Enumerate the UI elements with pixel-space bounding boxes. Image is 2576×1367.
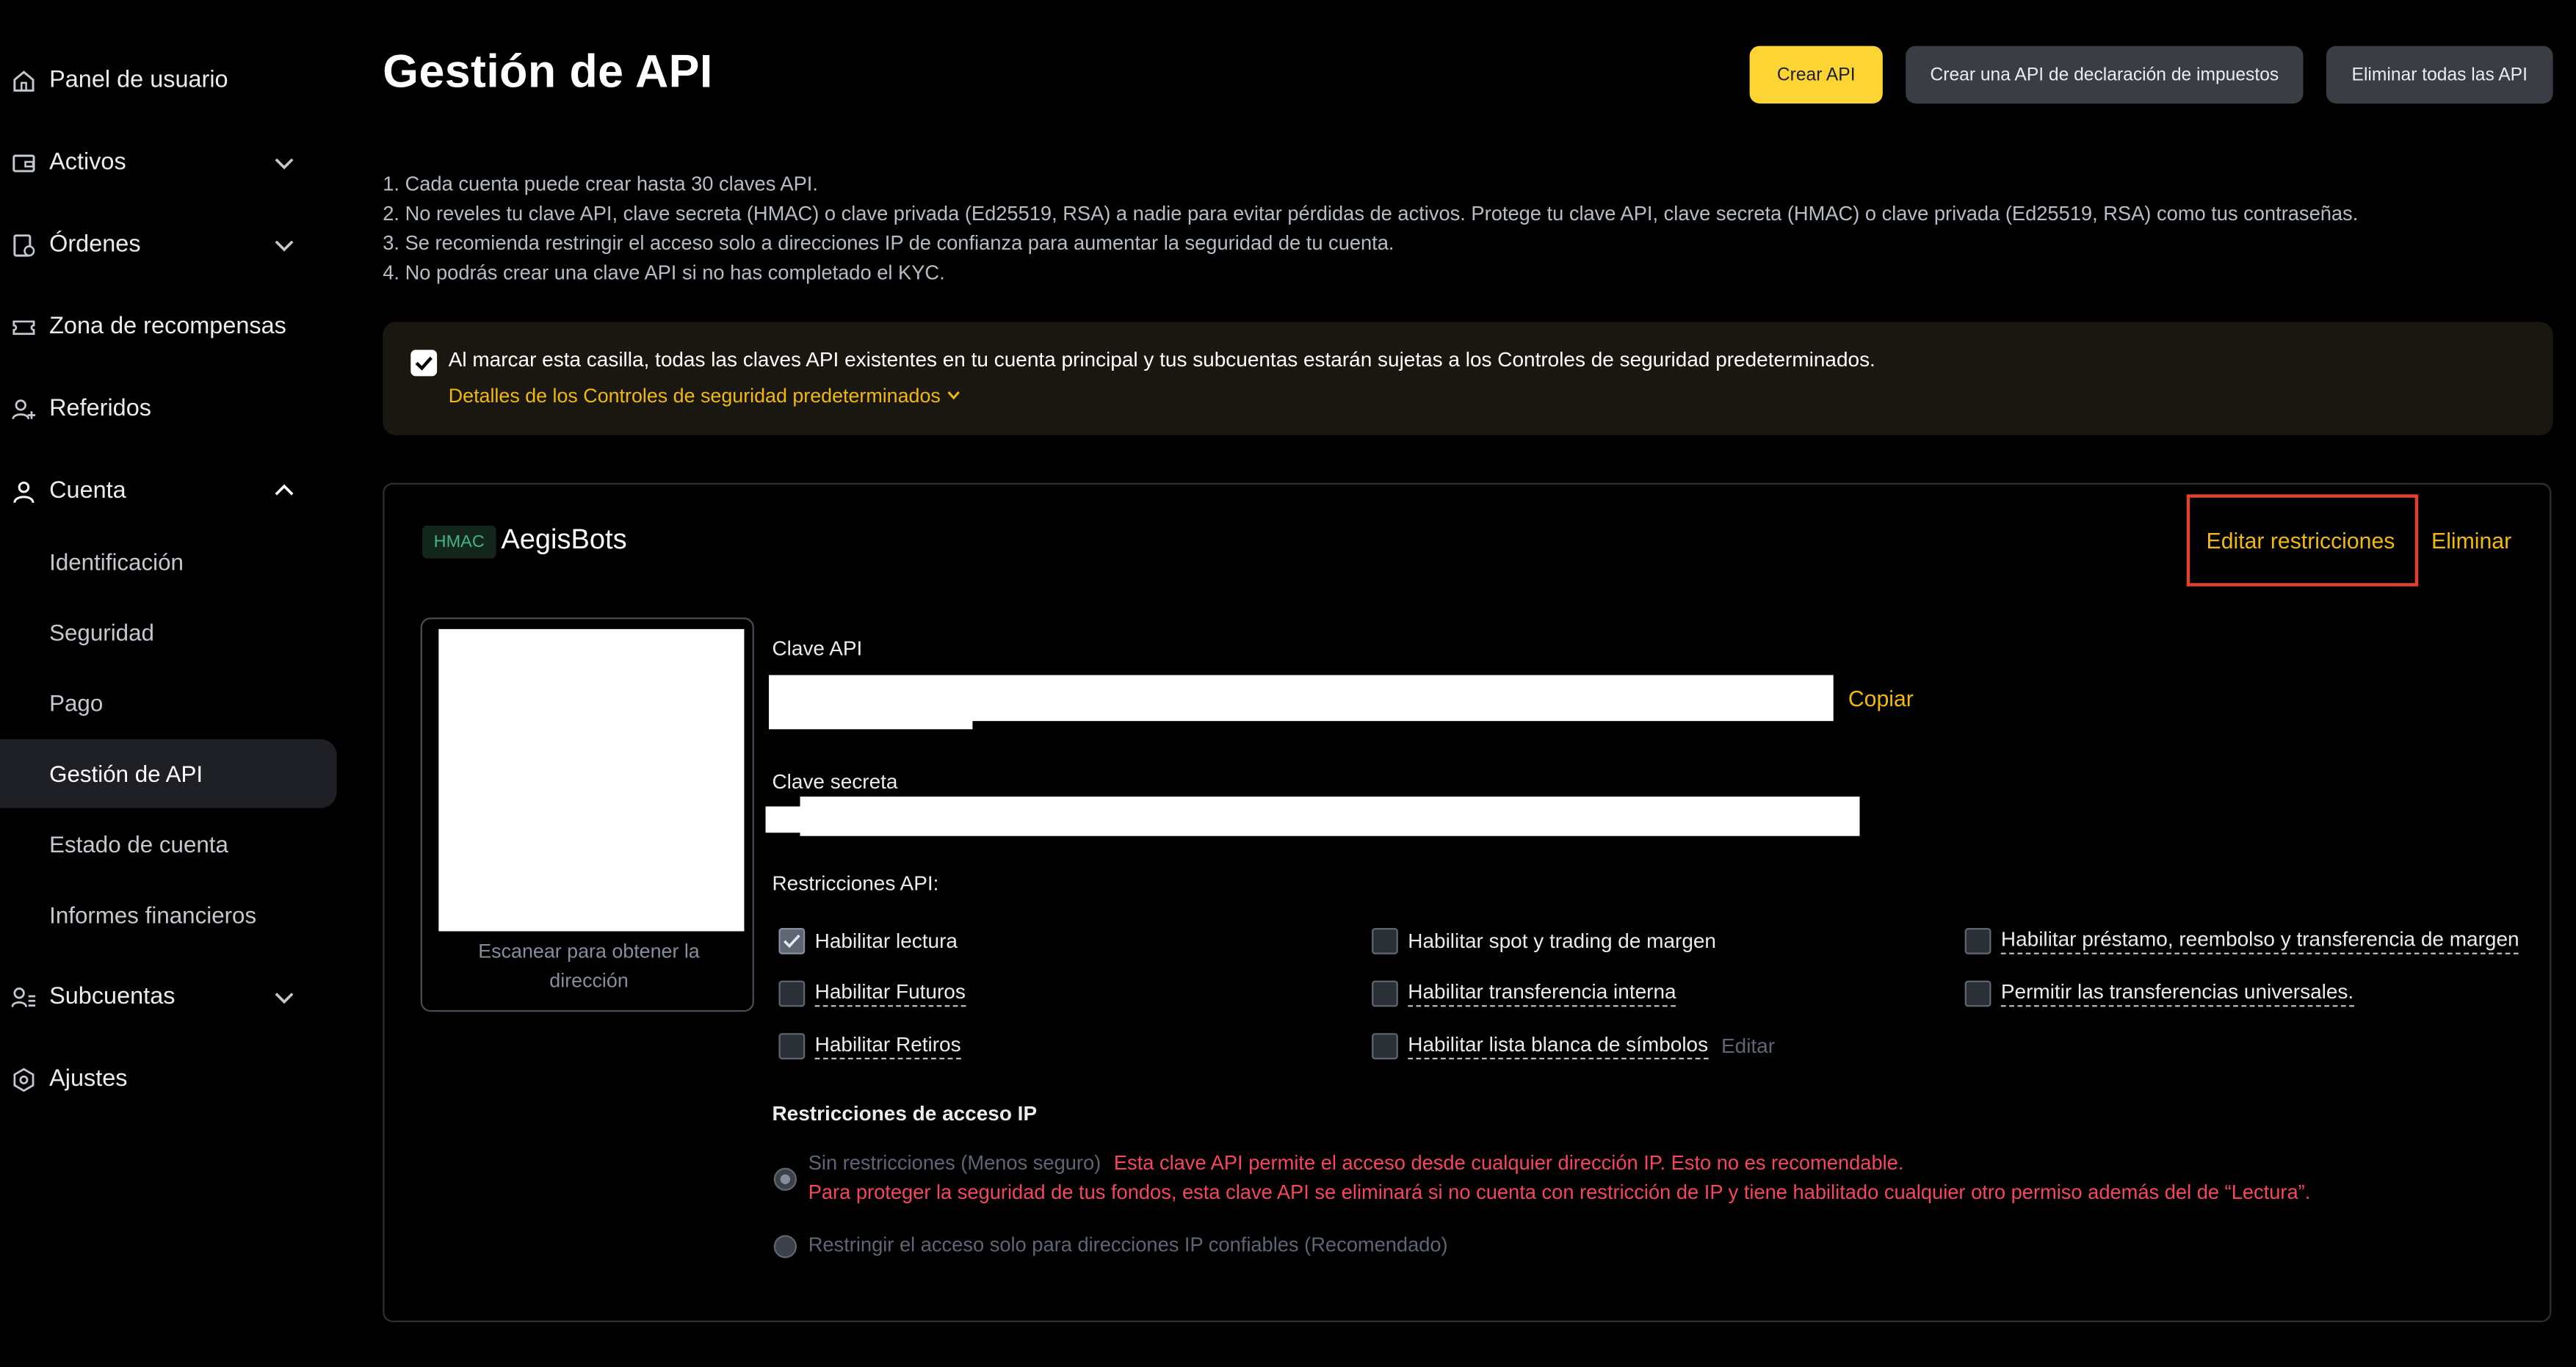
note-line: 3. Se recomienda restringir el acceso solo a direcciones IP de confianza para aumentar la seguridad de tu cuenta. xyxy=(383,231,1394,255)
radio-restrict-trusted-ip[interactable] xyxy=(774,1235,797,1258)
checkbox[interactable] xyxy=(1965,981,1991,1007)
sidebar-item-assets[interactable] xyxy=(0,148,337,177)
perm-enable-withdrawals[interactable] xyxy=(778,1033,960,1059)
api-restrictions-label: Restricciones API: xyxy=(772,871,939,896)
checkbox[interactable] xyxy=(778,1033,805,1059)
checkbox[interactable] xyxy=(1372,1033,1398,1059)
api-notes xyxy=(383,169,2358,287)
perm-label: Habilitar Retiros xyxy=(815,1033,961,1059)
wallet-icon xyxy=(10,150,36,176)
secret-key-label: Clave secreta xyxy=(772,770,898,794)
check-icon xyxy=(410,350,437,377)
user-icon xyxy=(10,478,36,504)
qr-code xyxy=(438,629,744,932)
secret-key-value-redacted xyxy=(800,797,1860,836)
api-key-value-redacted-tail xyxy=(769,714,972,729)
perm-label: Habilitar préstamo, reembolso y transferencia de margen xyxy=(2001,928,2519,954)
chevron-up-icon[interactable] xyxy=(272,479,295,502)
qr-caption-line: Escanear para obtener la xyxy=(478,939,700,962)
checkbox[interactable] xyxy=(1372,928,1398,954)
perm-label: Permitir las transferencias universales. xyxy=(2001,981,2354,1007)
sidebar-item-label: Referidos xyxy=(49,396,151,422)
ip-restrictions-label: Restricciones de acceso IP xyxy=(772,1102,1038,1125)
orders-icon xyxy=(10,231,36,258)
qr-code-panel xyxy=(421,617,754,1012)
sidebar-item-orders[interactable] xyxy=(0,230,337,259)
checkbox[interactable] xyxy=(778,928,805,954)
sidebar-subitem-label: Pago xyxy=(49,689,104,717)
note-line: 4. No podrás crear una clave API si no has completado el KYC. xyxy=(383,261,945,285)
sidebar-item-settings[interactable] xyxy=(0,1065,337,1094)
delete-all-api-button[interactable]: Eliminar todas las API xyxy=(2326,46,2553,104)
settings-icon xyxy=(10,1066,36,1092)
perm-label: Habilitar lectura xyxy=(814,929,958,952)
sidebar-item-label: Panel de usuario xyxy=(49,67,228,94)
sidebar-item-label: Órdenes xyxy=(49,231,141,258)
checkbox[interactable] xyxy=(778,981,805,1007)
page-title: Gestión de API xyxy=(383,46,713,97)
checkbox[interactable] xyxy=(1965,928,1991,954)
sidebar-item-account[interactable] xyxy=(0,476,337,506)
sidebar-subitem-label: Gestión de API xyxy=(49,760,203,787)
perm-symbol-whitelist[interactable] xyxy=(1372,1033,1775,1059)
check-icon xyxy=(781,929,803,952)
sidebar-subitem-label: Identificación xyxy=(49,548,184,576)
checkbox[interactable] xyxy=(1372,981,1398,1007)
chevron-down-icon[interactable] xyxy=(272,985,295,1008)
perm-spot-margin-trading[interactable] xyxy=(1372,928,1716,954)
sidebar-subitem-label: Informes financieros xyxy=(49,902,257,929)
sidebar-subitem-label: Seguridad xyxy=(49,619,154,646)
sidebar-item-referrals[interactable] xyxy=(0,394,337,424)
ip-warning-text: Esta clave API permite el acceso desde cualquier dirección IP. Esto no es recomendable. xyxy=(1113,1151,1904,1175)
default-security-notice xyxy=(383,322,2553,435)
sidebar-subitem-payment[interactable] xyxy=(0,669,337,738)
chevron-down-icon[interactable] xyxy=(272,233,295,256)
sidebar-subitem-label: Estado de cuenta xyxy=(49,831,228,857)
ip-option-unrestricted: Sin restricciones (Menos seguro) xyxy=(808,1151,1101,1175)
edit-whitelist-button[interactable]: Editar xyxy=(1721,1034,1776,1058)
sidebar-item-label: Cuenta xyxy=(49,478,126,504)
default-security-checkbox[interactable] xyxy=(410,350,437,377)
perm-enable-futures[interactable] xyxy=(778,981,965,1007)
sidebar-item-label: Zona de recompensas xyxy=(49,313,286,341)
api-key-name: AegisBots xyxy=(501,523,627,556)
sidebar-item-label: Subcuentas xyxy=(49,984,176,1010)
key-type-badge: HMAC xyxy=(422,526,496,559)
create-api-button[interactable]: Crear API xyxy=(1750,46,1883,104)
sidebar-subitem-identification[interactable] xyxy=(0,527,337,596)
sidebar-item-label: Ajustes xyxy=(49,1065,128,1092)
perm-margin-loan-repay-transfer[interactable] xyxy=(1965,928,2519,954)
notice-text: Al marcar esta casilla, todas las claves API existentes en tu cuenta principal y tus subcuentas estarán sujetas a los Controles de seguridad predeterminados. xyxy=(448,348,1875,371)
note-line: 2. No reveles tu clave API, clave secreta (HMAC) o clave privada (Ed25519, RSA) a nadie para evitar pérdidas de activos. Protege tu clave API, clave secreta (HMAC) o clave privada (Ed25519, RSA) como tus contraseñas. xyxy=(383,202,2359,225)
perm-internal-transfer[interactable] xyxy=(1372,981,1676,1007)
radio-unrestricted[interactable] xyxy=(774,1168,797,1191)
perm-label: Habilitar lista blanca de símbolos xyxy=(1408,1033,1708,1059)
edit-restrictions-button[interactable]: Editar restricciones xyxy=(2206,529,2395,554)
sidebar-subitem-financial-reports[interactable] xyxy=(0,880,337,949)
note-line: 1. Cada cuenta puede crear hasta 30 claves API. xyxy=(383,172,818,196)
perm-universal-transfer[interactable] xyxy=(1965,981,2354,1007)
perm-label: Habilitar spot y trading de margen xyxy=(1408,929,1716,952)
perm-enable-reading[interactable] xyxy=(778,928,958,954)
home-icon xyxy=(10,68,36,94)
qr-caption-line: dirección xyxy=(549,968,629,993)
sidebar-subitem-security[interactable] xyxy=(0,598,337,667)
sidebar xyxy=(0,0,345,1366)
sidebar-item-subaccounts[interactable] xyxy=(0,982,337,1012)
ticket-icon xyxy=(10,313,36,340)
sidebar-item-dashboard[interactable] xyxy=(0,65,337,95)
sidebar-item-rewards[interactable] xyxy=(0,312,337,341)
perm-label: Habilitar Futuros xyxy=(815,981,966,1007)
create-tax-api-button[interactable]: Crear una API de declaración de impuestos xyxy=(1906,46,2303,104)
secret-key-value-redacted-head xyxy=(766,806,802,833)
delete-api-key-button[interactable]: Eliminar xyxy=(2431,529,2512,554)
ip-option-restricted: Restringir el acceso solo para direcciones IP confiables (Recomendado) xyxy=(808,1233,1448,1257)
sidebar-subitem-api-management[interactable] xyxy=(0,739,337,808)
sidebar-subitem-account-statement[interactable] xyxy=(0,810,337,879)
add-user-icon xyxy=(10,396,36,422)
sidebar-item-label: Activos xyxy=(49,149,126,176)
ip-warning-text-2: Para proteger la seguridad de tus fondos, esta clave API se eliminará si no cuenta con restricción de IP y tiene habilitado cualquier otro permiso además del de “Lectura”. xyxy=(808,1181,2311,1204)
api-key-label: Clave API xyxy=(772,637,863,661)
security-details-link[interactable] xyxy=(449,385,961,407)
chevron-down-icon xyxy=(946,388,960,402)
qr-caption xyxy=(422,936,756,996)
copy-api-key-button[interactable]: Copiar xyxy=(1848,686,1914,711)
chevron-down-icon[interactable] xyxy=(272,151,295,174)
api-key-card xyxy=(383,483,2551,1322)
security-details-label: Detalles de los Controles de seguridad predeterminados xyxy=(448,384,941,407)
perm-label: Habilitar transferencia interna xyxy=(1408,981,1676,1007)
subaccounts-icon xyxy=(10,984,36,1010)
